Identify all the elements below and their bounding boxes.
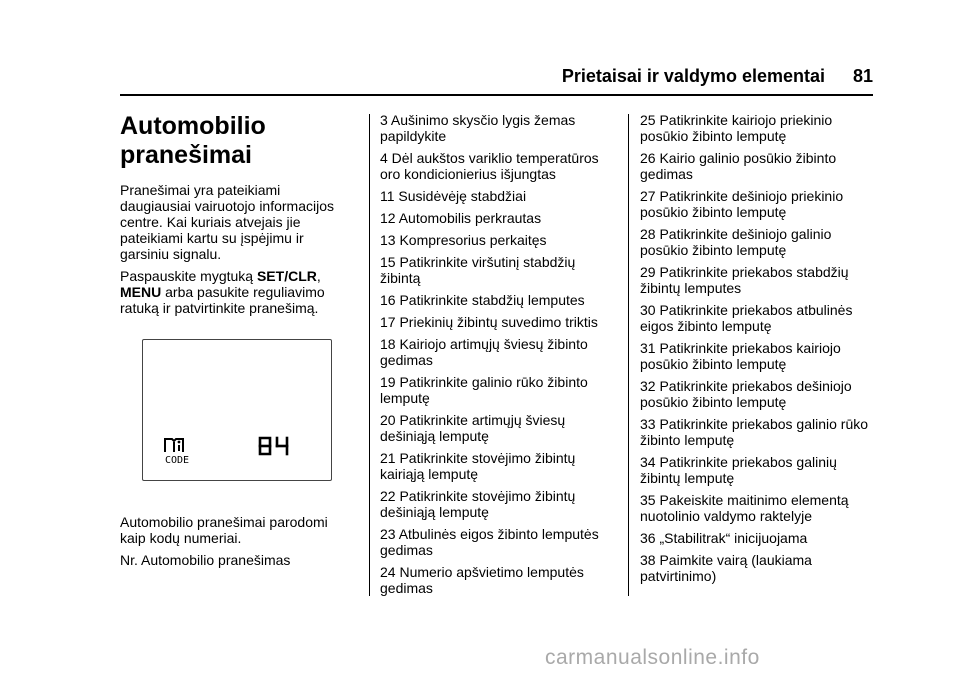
watermark: carmanualsonline.info xyxy=(545,646,760,669)
menu-label: MENU xyxy=(120,284,162,300)
message-item: 22 Patikrinkite stovėjimo žibintų dešiniąją lemputę xyxy=(380,488,576,520)
message-item: 38 Paimkite vairą (laukiama patvirtinimo) xyxy=(640,552,812,584)
message-item: 28 Patikrinkite dešiniojo galinio posūkio žibinto lemputę xyxy=(640,226,832,258)
code-display xyxy=(142,339,332,481)
instruction-suffix: arba pasukite reguliavimo ratuką ir patvirtinkite pranešimą. xyxy=(120,284,325,316)
set-clr-label: SET/CLR xyxy=(256,268,317,284)
list-header: Nr. Automobilio pranešimas xyxy=(120,552,291,568)
message-item: 16 Patikrinkite stabdžių lemputes xyxy=(380,292,585,308)
instruction-paragraph xyxy=(120,268,348,316)
message-item: 21 Patikrinkite stovėjimo žibintų kairiąją lemputę xyxy=(380,450,576,482)
message-item: 12 Automobilis perkrautas xyxy=(380,210,542,226)
message-item: 20 Patikrinkite artimųjų šviesų dešiniąją lemputę xyxy=(380,412,566,444)
instruction-prefix: Paspauskite mygtuką xyxy=(120,268,257,284)
intro-paragraph: Pranešimai yra pateikiami daugiausiai vairuotojo informacijos centre. Kai kuriais atvejais jie pateikiami kartu su įspėjimu ir garsiniu signalu. xyxy=(120,182,335,262)
message-item: 17 Priekinių žibintų suvedimo triktis xyxy=(380,314,598,330)
message-item: 29 Patikrinkite priekabos stabdžių žibintų lemputes xyxy=(640,264,849,296)
message-item: 4 Dėl aukštos variklio temperatūros oro kondicionierius išjungtas xyxy=(380,150,599,182)
message-item: 3 Aušinimo skysčio lygis žemas papildykite xyxy=(380,112,576,144)
figure-caption xyxy=(120,514,350,574)
code-label: CODE xyxy=(165,455,190,466)
section-title-line1: Automobilio xyxy=(120,112,266,140)
message-item: 33 Patikrinkite priekabos galinio rūko žibinto lemputę xyxy=(640,416,869,448)
message-item: 18 Kairiojo artimųjų šviesų žibinto gedimas xyxy=(380,336,588,368)
message-item: 15 Patikrinkite viršutinį stabdžių žibintą xyxy=(380,254,576,286)
instruction-comma: , xyxy=(316,268,321,284)
code-number xyxy=(257,435,291,462)
page-number: 81 xyxy=(852,66,873,86)
column-2 xyxy=(380,112,612,602)
message-item: 32 Patikrinkite priekabos dešiniojo posūkio žibinto lemputę xyxy=(640,378,852,410)
header-rule xyxy=(120,94,873,96)
message-item: 24 Numerio apšvietimo lemputės gedimas xyxy=(380,564,584,596)
message-item: 23 Atbulinės eigos žibinto lemputės gedimas xyxy=(380,526,599,558)
column-1 xyxy=(120,112,348,322)
section-title xyxy=(120,112,348,170)
message-item: 13 Kompresorius perkaitęs xyxy=(380,232,547,248)
message-item: 34 Patikrinkite priekabos galinių žibintų lemputę xyxy=(640,454,837,486)
section-title-line2: pranešimai xyxy=(120,141,253,169)
caption-text: Automobilio pranešimai parodomi kaip kodų numeriai. xyxy=(120,514,328,546)
message-item: 27 Patikrinkite dešiniojo priekinio posūkio žibinto lemputę xyxy=(640,188,844,220)
message-item: 11 Susidėvėję stabdžiai xyxy=(380,188,527,204)
message-item: 19 Patikrinkite galinio rūko žibinto lemputę xyxy=(380,374,588,406)
message-item: 35 Pakeiskite maitinimo elementą nuotolinio valdymo raktelyje xyxy=(640,492,849,524)
column-3 xyxy=(640,112,872,590)
header-title: Prietaisai ir valdymo elementai xyxy=(561,66,825,86)
message-item: 25 Patikrinkite kairiojo priekinio posūkio žibinto lemputę xyxy=(640,112,833,144)
message-item: 26 Kairio galinio posūkio žibinto gedimas xyxy=(640,150,837,182)
message-item: 30 Patikrinkite priekabos atbulinės eigos žibinto lemputę xyxy=(640,302,853,334)
column-divider xyxy=(369,114,370,596)
column-divider xyxy=(628,114,629,596)
page-header xyxy=(120,56,873,96)
message-item: 36 „Stabilitrak“ inicijuojama xyxy=(640,530,808,546)
message-item: 31 Patikrinkite priekabos kairiojo posūkio žibinto lemputę xyxy=(640,340,841,372)
